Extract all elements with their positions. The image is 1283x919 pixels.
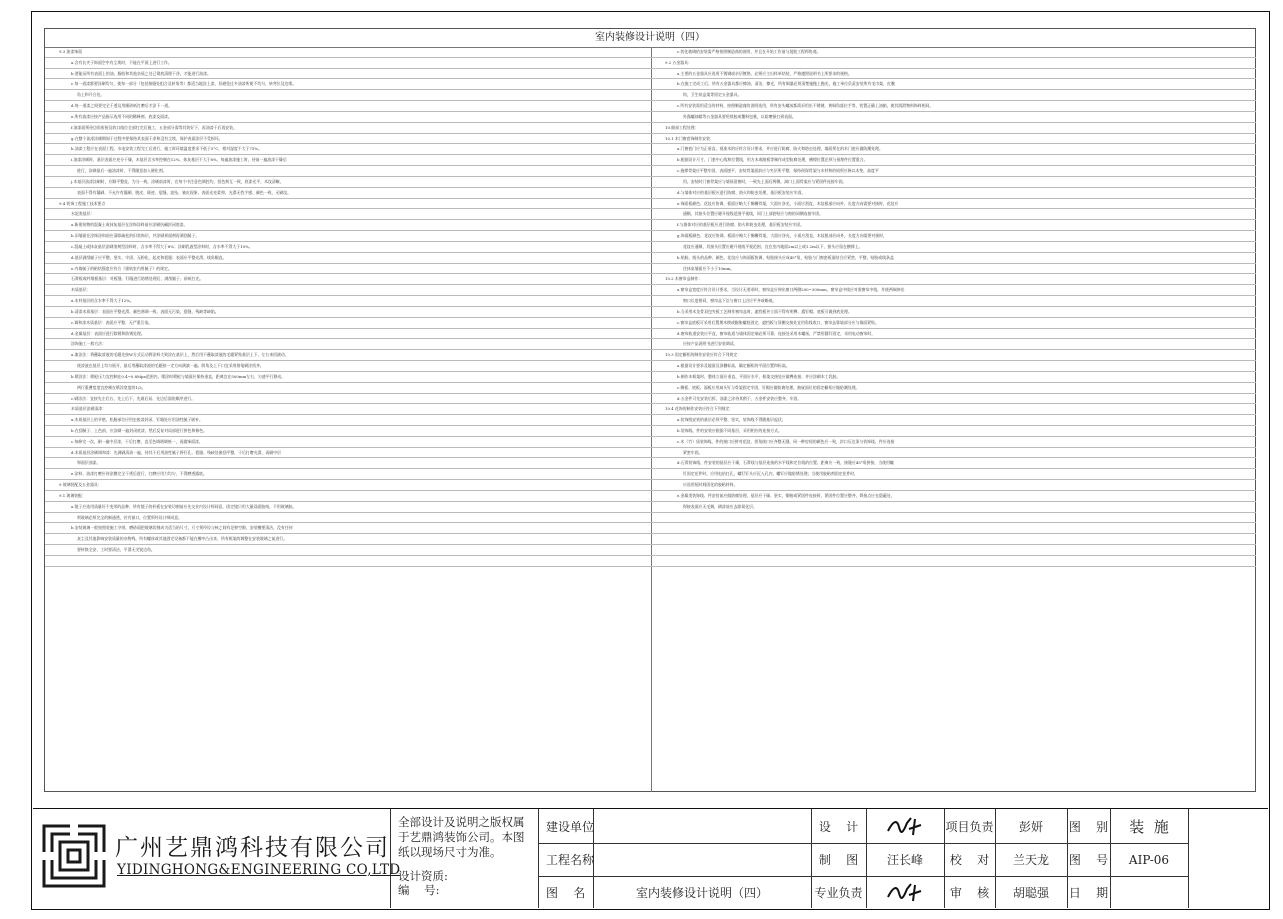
spec-row (651, 513, 1256, 524)
spec-row: 9.2 五金器具： (651, 58, 1256, 69)
spec-row: a.新建筑物的混凝土或抹灰基层在涂饰涂料前应涂刷抗碱封闭底漆。 (45, 220, 651, 231)
spec-row: h.贴脸、线头的品种、颜色、花纹应与饰面板协调，贴脸接头应成45°角，贴脸与门窗套板面结合应紧密、平整，贴脸或线条盖 (651, 253, 1256, 264)
build-unit-label: 建设单位 (546, 819, 595, 834)
spec-row: d.木质基层涂刷调和漆：先满刷清油一遍，待其干后用油性腻子将钉孔、裂缝、残缺处嵌刮平整，干后打磨光滑，再刷中层 (45, 448, 651, 459)
spec-row: 9.1 玻璃装配： (45, 491, 651, 502)
spec-row: b.在刮腻子、上色前，应涂刷一遍封闭底漆，然后反复对局部进行拼色和修色。 (45, 426, 651, 437)
spec-row: 用。安装时门窗骨架应与墙预留窗时，一致先上面后两侧。洞口上面骨架应与紧固件连接牢固。 (651, 177, 1256, 188)
spec-row: b.当采用木龙骨双包夹板工艺制作窗帘盒时，遮挡板外立面不得有明榫、露钉帽，底板可做到底处理。 (651, 307, 1256, 318)
drawing-number-label: 图 号 (1068, 853, 1109, 867)
spec-row: 要转换全安，工时要清洁，平滑无尖锐边角。 (45, 545, 651, 556)
spec-row: c.装化玻璃的安装需严格按照制造商的说明，并且在开始工作前与批批工程师协商。 (651, 47, 1256, 58)
spec-row: 涂饰施工一般方法： (45, 339, 651, 350)
spec-row: 10.细部工程处理： (651, 123, 1256, 134)
design-label: 设 计 (818, 819, 859, 834)
certification-fields (398, 869, 448, 897)
spec-row: 表面不得有漏刷、不允许有漏刷、脱皮、斑迹、裂缝、流坠、皱皮现象，表面光亮柔和，光滑无挡手感、颜色一致、无刷纹。 (45, 188, 651, 199)
spec-row: f.与墙体对应的基层板应进行防腐、防火和防虫处理，基层板安装应牢固。 (651, 220, 1256, 231)
spec-row: c.刷涂法：宜按先左后右、先上后下、先难后易、先边后面的顺序进行。 (45, 394, 651, 405)
spec-row: 9.4 装饰工程施工技术要点 (45, 199, 651, 210)
category-value: 装 施 (1129, 817, 1169, 836)
spec-row: 木质基层涂刷清漆： (45, 404, 651, 415)
spec-table (44, 28, 1256, 792)
spec-row (651, 556, 1256, 567)
spec-row: 紧密牢固。 (651, 448, 1256, 459)
date-value (1110, 876, 1188, 909)
spec-row: e.涂料、油漆打磨应待涂膜完全干透后进行，打磨应用力均匀，不得磨透露底。 (45, 469, 651, 480)
checked-by-name: 兰天龙 (1012, 853, 1049, 867)
company-logo-icon (41, 823, 107, 889)
date-label: 日 期 (1068, 886, 1109, 900)
spec-row (45, 556, 651, 567)
spec-row: 石膏板或纤维板基层：对板缝、钉眼进行防锈处理后，满刮腻子、砂纸打光。 (45, 274, 651, 285)
spec-row: c.每修完一次，刷一遍中层漆，干后打磨，直至色调谐调统一，再做饰面漆。 (45, 437, 651, 448)
project-lead-label: 项目负责 (945, 819, 994, 834)
spec-row: 10.4 花饰的制作安装应符合下列规定： (651, 404, 1256, 415)
spec-row: d.五金件可先安装后拆，油漆之涂待其稍干，五金件安装应整齐、牢固。 (651, 394, 1256, 405)
spec-row: 外露螺丝帽等五金器具要用锁胶或覆料包裹，以防磨损打到表面。 (651, 112, 1256, 123)
spec-row: e.内墙腻子的粘结强度应符合《建筑室内用腻子》的规定。 (45, 264, 651, 275)
spec-row: 应选用短时间固化的胶粘材料。 (651, 480, 1256, 491)
spec-row (651, 534, 1256, 545)
spec-row: c.木（竹）质装饰线、件的接口应拼对花纹，拐角接口应齐整无缝，同一种房间的颜色应一致，封口压边条与装饰线、件应连接 (651, 437, 1256, 448)
spec-row: d.与墙体对应的基层板应进行防腐、防火和防虫处理，基层板安装应牢固。 (651, 188, 1256, 199)
spec-row: e.饰面板颜色、花纹应协调，板面应略大于搁栅骨架，大面应净光，小面应刮直，木纹根部应向外，长度方向需要对接时，花纹应 (651, 199, 1256, 210)
check-label: 校 对 (949, 853, 990, 867)
spec-row: b.旧墙面在涂饰涂料前应清除疏松的旧装饰层，并涂刷界面剂再满刮腻子。 (45, 231, 651, 242)
lead-signature-icon (885, 881, 925, 903)
spec-row: b.装饰线、件的安装应根据不同基层，采用相应的连接方式。 (651, 426, 1256, 437)
spec-row: c.调和漆木质基层：表面应平整、无严重污染。 (45, 318, 651, 329)
spec-row: 进行，涂刷最后一遍油漆时，不得随意加入催化剂。 (45, 166, 651, 177)
spec-row: 花纹应通顺，其接头位置应避开视线平视范围，宜在室内地面2m以上或1.2m以下，接头应留在横撑上。 (651, 242, 1256, 253)
spec-row: c.施撑骨架应平整牢固，表面刨平，安装骨架面前应与夹层所平整，保持预保骨架与木材和的间须应修以木垫，高度平 (651, 166, 1256, 177)
spec-row: d.石膏装饰线、件安装的基层应干燥，石膏线与基层连接的水平线和定位线的位置、距离应一致，接缝应45°角拼接，当使用螺 (651, 458, 1256, 469)
spec-row: c.每一道漆都要涂刷均匀，使每一部分（包括接缝处组合及转角等）都适当地涂上漆，但避免过多油漆所使不均匀，转弯位及边缘。 (45, 79, 651, 90)
spec-row: d.基层满刮腻子应平整、坚实、牢固、无粉化、起皮和裂缝；表面应平整光滑、线角顺直。 (45, 253, 651, 264)
spec-row: 角上和开合处。 (45, 90, 651, 101)
spec-row: c.混凝土或抹灰基层涂刷溶剂型涂料时，含水率不得大于8%；涂刷乳液型涂料时，含水率不得大于10%。 (45, 242, 651, 253)
copyright-note: 全部设计及说明之版权属于艺鼎鸿装饰公司。本图纸以现场尺寸为准。 (398, 815, 525, 859)
spec-column-left (45, 47, 652, 792)
spec-row: 9.3 油漆饰面 (45, 47, 651, 58)
spec-row (651, 545, 1256, 556)
spec-row: c.窗帘盒底板可采用后置埋木楔或膨胀螺栓固定，遮挡板与顶棚交接处宜用角线收口，窗帘盒靠墙部分应与墙面紧贴。 (651, 318, 1256, 329)
spec-row: b.喷涂法：喷枪压力宜控制在0.4~0.8Mpa范围内，喷涂时喷枪与墙面应保持垂直，距离宜在500mm左右，匀速平行移动。 (45, 372, 651, 383)
spec-row: b.要能证所有表面上的油、脂肪和其他杂质之处已彻底清理干净，才能进行油漆。 (45, 69, 651, 80)
spec-row: 灰尘及其他影响安装质量的杂物残，所有螺丝或其他固定设备都不能在槽中凸出来，所有框架的调整在安装玻璃之前进行。 (45, 534, 651, 545)
spec-row: 9 玻璃装配及五金器具： (45, 480, 651, 491)
audit-label: 审 核 (949, 886, 990, 900)
cert-label: 设计资质: (398, 869, 448, 883)
spec-row: b.在施工完成工后，所有五金器具都应擦油，清洁，擦光，所有铜器必须清楚施抛上抛光，施工单位负责安装所有毛巾架，皮膜 (651, 79, 1256, 90)
spec-row: 和面层油漆。 (45, 458, 651, 469)
spec-row: d.每一道漆之间要完全干透及用细砂纸打磨后才涂下一道。 (45, 101, 651, 112)
spec-row: g.饰面板颜色、花纹应协调，板面应略大于搁栅骨架，大面应净光，小面应刮直，木纹根部应向外，长度方向需要对接时， (651, 231, 1256, 242)
spec-row: j.木基层油漆涂刷时，应顺平整直，为分一致，涂刷前漆时，在每个中注意色调控均，招色剂互一致，底漆光平，木纹清晰， (45, 177, 651, 188)
spec-row (651, 523, 1256, 534)
drawing-name-value: 室内装修设计说明（四） (635, 886, 768, 900)
project-name-label: 工程名称 (546, 853, 595, 867)
pro-lead-label: 专业负责 (814, 886, 863, 900)
spec-row: b.制作木框架时，整体立面应垂直、平面应水平，框架交接处应做榫连接，并应涂刷木工乳胶。 (651, 372, 1256, 383)
spec-row: a.主要的五金器具应选用不锈钢或亲层镀铬，必须应主出样单结装，严格遵照说明书上所要求的规格。 (651, 69, 1256, 80)
category-label: 图 别 (1068, 819, 1109, 834)
audited-by-name: 胡聪强 (1012, 886, 1049, 900)
spec-row: a.根据设计要求及地面及顶棚标高，确定橱柜的平面位置和标高。 (651, 361, 1256, 372)
spec-row: b.清漆木质基层：表面应平整光滑、颜色谐调一致、表面无污染、裂缝、残缺等缺陷。 (45, 307, 651, 318)
spec-row: a.镜子应选用质量好不变形的品种，所有镜子的杆板在安装切割前应先交业内设计师同意，固定镜只用大量双面胶纸，不用玻璃胶。 (45, 502, 651, 513)
spec-row: a.含有长夹于饰面空中有尘埃时，不能在平面上进行工作。 (45, 58, 651, 69)
spec-row: b.根据设计尺寸，门套中心线和位置线，用方木或踏板等制作成型防腐处理，横撑位置必须与预埋件位置重合。 (651, 155, 1256, 166)
drawing-name-label: 图 名 (546, 886, 586, 900)
spec-row: 住抹灰墙面应不小于10mm。 (651, 264, 1256, 275)
spec-row: d.窗帘轨道安装应平直，窗帘轨道与墙体固定端必须可靠，连接处采用木螺丝，严禁用圆钉固定，采用电动窗帘时， (651, 329, 1256, 340)
spec-row: 水泥类基层： (45, 209, 651, 220)
spec-row: c.所有安装需用适当的材料，按照制造商的说明选用，所有安头螺丝都需采用出不锈钢，黄铜角落拉手等，装置正确上油箱，使其润滑物料饰料相同。 (651, 101, 1256, 112)
company-name-cn: 广州艺鼎鸿科技有限公司 (115, 835, 390, 861)
spec-row: 通顺，其接头位置应避开视线范围平视线，同门上部套贴应与窗的同侧连接牢固。 (651, 209, 1256, 220)
spec-row: a.装饰线安装的基层必须平整、坚实，装饰线不得随基层起伏。 (651, 415, 1256, 426)
spec-column-right (651, 47, 1256, 792)
drawing-number-value: AIP-06 (1128, 852, 1170, 867)
spec-row: 木质基层： (45, 285, 651, 296)
spec-title: 室内装修设计说明（四） (45, 29, 1255, 48)
spec-row: c.侧板、底板、面板应用扁头钉与骨架固定牢固，钉帽应做防腐处理，抽屉面位的固定橱柜应做防潮处理。 (651, 383, 1256, 394)
spec-row: d.金属基层：表面应进行除锈和防锈处理。 (45, 329, 651, 340)
spec-row: a.门窗套门应为正垂直，视准木的应符合设计要求，并应进行防腐、防火和防虫处理，墙面须在的木门套应做防潮处理。 (651, 144, 1256, 155)
spec-row: 须玻璃必须完全的断通透，若有损口，位置须经设计师同意。 (45, 513, 651, 524)
spec-row: a.木材基层的含水率不得大于12%。 (45, 296, 651, 307)
company-name-en: YIDINGHONG&ENGINEERING CO,LTD (117, 862, 401, 878)
drawn-by: 汪长峰 (886, 853, 923, 867)
spec-row: f.油漆面须待边角衔接及收口线位全部打完后施工，五金部分需等其装好下，再油漆干后再安装。 (45, 123, 651, 134)
spec-row: 使漆液在基层上均匀展开，最后用蘸取漆液的毛辊按一定方向满滚一遍。阴角及上下口宜采用排笔刷涂找齐。 (45, 361, 651, 372)
spec-row: 应按产品说明书进行安装调试。 (651, 339, 1256, 350)
project-lead-name: 彭妍 (1018, 819, 1043, 834)
designer-signature-icon (885, 815, 925, 837)
spec-row: 10.2 木窗帘盒制作： (651, 274, 1256, 285)
spec-row: 焊接表面应无毛刺，刷漆前应去除氧化层。 (651, 502, 1256, 513)
spec-row: 10.1 木门窗套饰制作安装： (651, 134, 1256, 145)
spec-row: i.油漆涂刷时，基层表面应充分干燥，木基层含水率控制在12%，抹灰基层不大于8%，每遍油漆施工时，待前一遍油漆干燥后 (45, 155, 651, 166)
spec-row: b.安装玻璃一般按照装施工守则，磨砂面把玻璃切割成为适当的尺寸，尺寸须经设与核之间有足够空隙，安装槽要清洁，没有任何 (45, 523, 651, 534)
spec-row: e.金属类装饰线、件安装前应做防腐处理，基层应干燥、坚实，铆接或紧固件连接时，紧固件位置应整齐，焊接点应在隐蔽处， (651, 491, 1256, 502)
spec-row: 钩，卫生纸盒架等固定五金器具。 (651, 90, 1256, 101)
spec-row: h.油漆工程应在表面工程、水电安装工程完工后进行，施工时环境温度要求不低于5°C，相对湿度不大于75%。 (45, 144, 651, 155)
spec-row: 10.3 固定橱柜的制作安装应符合下列规定： (651, 350, 1256, 361)
spec-row: a.窗帘盒宽度应符合设计要求，当设计无要求时，窗帘盒应伸出窗口两侧200~300mm，窗帘盒中线应对准窗帘中线，并使两端伸出 (651, 285, 1256, 296)
spec-row: a.木质基层上的节疤、松脂部位应用虫胶漆封闭，钉眼处应用油性腻子嵌补。 (45, 415, 651, 426)
spec-row: 钉固定花件时，应用电钻打孔，螺钉钉头应沉入孔内，螺钉应做防锈处理；当使用胶粘剂固定花件时， (651, 469, 1256, 480)
draw-label: 制 图 (818, 853, 859, 867)
spec-row: e.所有油漆应按产品指示选用不同的稀释剂、底漆及面漆。 (45, 112, 651, 123)
spec-row: 窗口长度相同，窗帘盒下沿与窗口上沿应平齐或略低。 (651, 296, 1256, 307)
number-label: 编 号: (398, 883, 440, 897)
spec-row: 两行重叠宽度宜控制在喷涂宽度的1/3。 (45, 383, 651, 394)
spec-row: g.在整个油漆涂刷期间于过程中要保持其表面干净和没有尘埃，保护表面涂层不受损坏。 (45, 134, 651, 145)
title-block (33, 808, 1268, 908)
spec-row: a.滚涂法：将蘸取漆液的毛辊先按W方式运动将涂料大致涂在基层上，然后用不蘸取漆液的毛辊紧贴基层上下、左右来回滚动， (45, 350, 651, 361)
